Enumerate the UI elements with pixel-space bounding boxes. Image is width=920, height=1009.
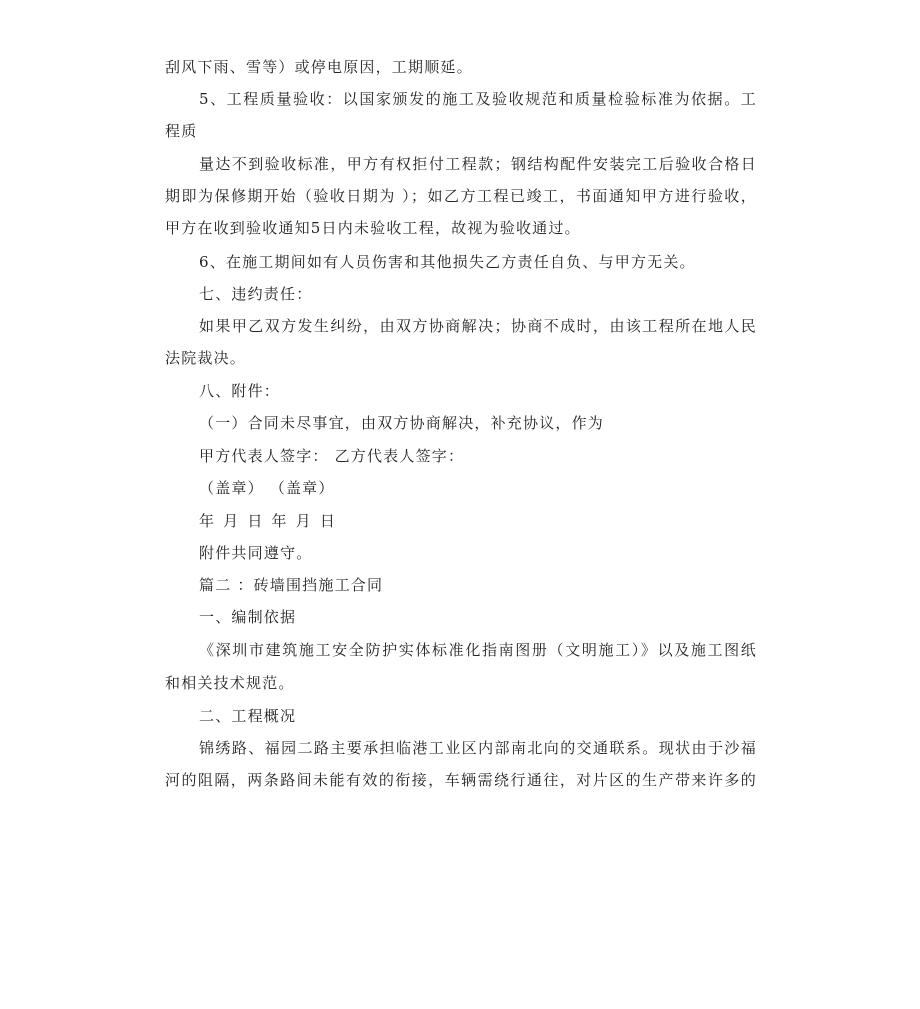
seal-line: （盖章） （盖章） <box>199 479 335 497</box>
text-line: 期即为保修期开始（验收日期为 ）；如乙方工程已竣工，书面通知甲方进行验收， <box>165 187 757 205</box>
text-line: 附件共同遵守。 <box>199 544 313 562</box>
section-heading: 七、违约责任： <box>199 285 313 303</box>
date-line: 年 月 日 年 月 日 <box>199 512 337 530</box>
section-heading: 二、工程概况 <box>199 707 297 725</box>
text-line: 法院裁决。 <box>165 349 247 367</box>
text-line: 《深圳市建筑施工安全防护实体标准化指南图册（文明施工）》以及施工图纸 <box>199 641 757 659</box>
section-heading: 一、编制依据 <box>199 608 297 626</box>
text-line: 河的阻隔，两条路间未能有效的衔接，车辆需绕行通往，对片区的生产带来许多的 <box>165 771 757 789</box>
text-line: 锦绣路、福园二路主要承担临港工业区内部南北向的交通联系。现状由于沙福 <box>199 739 757 757</box>
text-line: 刮风下雨、雪等）或停电原因，工期顺延。 <box>165 58 473 76</box>
section-heading: 八、附件： <box>199 382 281 400</box>
text-line: 6、在施工期间如有人员伤害和其他损失乙方责任自负、与甲方无关。 <box>199 253 696 271</box>
text-line: 甲方在收到验收通知5日内未验收工程，故视为验收通过。 <box>165 219 581 237</box>
text-line: 程质 <box>165 122 198 140</box>
text-line: 如果甲乙双方发生纠纷，由双方协商解决；协商不成时，由该工程所在地人民 <box>199 317 757 335</box>
chapter-title: 篇二 ：砖墙围挡施工合同 <box>199 576 384 594</box>
text-line: 和相关技术规范。 <box>165 674 295 692</box>
text-line: 5、工程质量验收：以国家颁发的施工及验收规范和质量检验标准为依据。工 <box>199 90 757 108</box>
signature-line: 甲方代表人签字： 乙方代表人签字： <box>199 447 465 465</box>
text-line: （一）合同未尽事宜，由双方协商解决，补充协议，作为 <box>199 414 605 432</box>
text-line: 量达不到验收标准，甲方有权拒付工程款；钢结构配件安装完工后验收合格日 <box>199 155 757 173</box>
